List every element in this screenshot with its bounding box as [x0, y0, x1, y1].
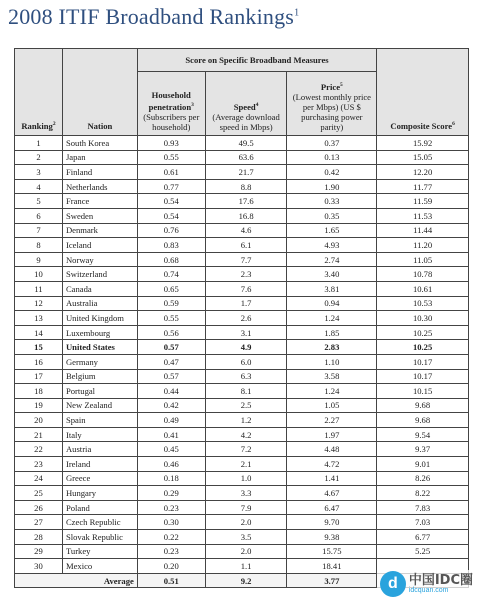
header-price: Price$^5$ (Lowest monthly price per Mbps) (US $ purchasing power parity) — [287, 72, 377, 136]
penetration-cell: 0.65 — [137, 281, 205, 296]
speed-cell: 2.5 — [205, 398, 287, 413]
rank-cell: 12 — [15, 296, 63, 311]
title-text: 2008 ITIF Broadband Rankings — [8, 4, 295, 29]
speed-cell: 3.5 — [205, 530, 287, 545]
rank-cell: 16 — [15, 354, 63, 369]
rank-cell: 4 — [15, 179, 63, 194]
nation-cell: Czech Republic — [62, 515, 137, 530]
composite-cell: 8.26 — [377, 471, 469, 486]
rank-cell: 1 — [15, 136, 63, 151]
rank-cell: 9 — [15, 252, 63, 267]
composite-cell: 9.54 — [377, 427, 469, 442]
speed-cell: 6.0 — [205, 354, 287, 369]
penetration-cell: 0.29 — [137, 486, 205, 501]
watermark-url: idcquan.com — [408, 587, 449, 594]
speed-cell: 2.6 — [205, 311, 287, 326]
header-composite-score: Composite Score$^6$ — [377, 49, 469, 136]
nation-cell: Netherlands — [62, 179, 137, 194]
composite-cell: 9.37 — [377, 442, 469, 457]
speed-cell: 7.2 — [205, 442, 287, 457]
table-row — [15, 442, 469, 457]
composite-cell: 11.53 — [377, 208, 469, 223]
table-row — [15, 194, 469, 209]
composite-cell: 12.20 — [377, 165, 469, 180]
penetration-cell: 0.23 — [137, 500, 205, 515]
rank-cell: 10 — [15, 267, 63, 282]
speed-cell: 2.3 — [205, 267, 287, 282]
price-cell: 18.41 — [287, 559, 377, 574]
price-cell: 1.97 — [287, 427, 377, 442]
penetration-cell: 0.22 — [137, 530, 205, 545]
composite-cell: 10.61 — [377, 281, 469, 296]
table-row — [15, 267, 469, 282]
nation-cell: Belgium — [62, 369, 137, 384]
nation-cell: Norway — [62, 252, 137, 267]
nation-cell: Austria — [62, 442, 137, 457]
rank-cell: 26 — [15, 500, 63, 515]
penetration-cell: 0.18 — [137, 471, 205, 486]
rank-cell: 29 — [15, 544, 63, 559]
rank-cell: 20 — [15, 413, 63, 428]
price-cell: 1.65 — [287, 223, 377, 238]
nation-cell: Ireland — [62, 457, 137, 472]
price-cell: 1.24 — [287, 311, 377, 326]
speed-cell: 1.1 — [205, 559, 287, 574]
table-row — [15, 413, 469, 428]
rank-cell: 27 — [15, 515, 63, 530]
speed-cell: 1.7 — [205, 296, 287, 311]
nation-cell: United States — [62, 340, 137, 355]
rank-cell: 28 — [15, 530, 63, 545]
nation-cell: Japan — [62, 150, 137, 165]
table-row — [15, 325, 469, 340]
penetration-cell: 0.46 — [137, 457, 205, 472]
penetration-cell: 0.41 — [137, 427, 205, 442]
price-cell: 1.10 — [287, 354, 377, 369]
rank-cell: 6 — [15, 208, 63, 223]
penetration-cell: 0.55 — [137, 311, 205, 326]
nation-cell: Australia — [62, 296, 137, 311]
rank-cell: 8 — [15, 238, 63, 253]
nation-cell: Italy — [62, 427, 137, 442]
average-penetration: 0.51 — [137, 573, 205, 588]
penetration-cell: 0.55 — [137, 150, 205, 165]
price-cell: 1.90 — [287, 179, 377, 194]
composite-cell: 10.25 — [377, 325, 469, 340]
speed-cell: 63.6 — [205, 150, 287, 165]
nation-cell: Germany — [62, 354, 137, 369]
rank-cell: 25 — [15, 486, 63, 501]
table-row — [15, 354, 469, 369]
price-cell: 3.58 — [287, 369, 377, 384]
composite-cell: 7.83 — [377, 500, 469, 515]
speed-cell: 8.1 — [205, 384, 287, 399]
price-cell: 0.35 — [287, 208, 377, 223]
penetration-cell: 0.61 — [137, 165, 205, 180]
rank-cell: 5 — [15, 194, 63, 209]
speed-cell: 1.0 — [205, 471, 287, 486]
composite-cell: 10.53 — [377, 296, 469, 311]
price-cell: 0.94 — [287, 296, 377, 311]
nation-cell: Canada — [62, 281, 137, 296]
title-footnote-marker: 1 — [294, 7, 300, 19]
composite-cell: 10.17 — [377, 354, 469, 369]
penetration-cell: 0.47 — [137, 354, 205, 369]
table-row — [15, 471, 469, 486]
table-row — [15, 238, 469, 253]
penetration-cell: 0.23 — [137, 544, 205, 559]
table-row — [15, 136, 469, 151]
table-row — [15, 179, 469, 194]
composite-cell: 11.59 — [377, 194, 469, 209]
nation-cell: Luxembourg — [62, 325, 137, 340]
table-row — [15, 223, 469, 238]
nation-cell: Turkey — [62, 544, 137, 559]
penetration-cell: 0.49 — [137, 413, 205, 428]
table-body — [15, 136, 469, 574]
nation-cell: United Kingdom — [62, 311, 137, 326]
speed-cell: 2.0 — [205, 515, 287, 530]
price-cell: 0.13 — [287, 150, 377, 165]
penetration-cell: 0.76 — [137, 223, 205, 238]
penetration-cell: 0.54 — [137, 208, 205, 223]
header-ranking: Ranking$^2$ — [15, 49, 63, 136]
table-row — [15, 398, 469, 413]
composite-cell: 10.25 — [377, 340, 469, 355]
price-cell: 1.05 — [287, 398, 377, 413]
rank-cell: 15 — [15, 340, 63, 355]
speed-cell: 2.0 — [205, 544, 287, 559]
nation-cell: Mexico — [62, 559, 137, 574]
rank-cell: 17 — [15, 369, 63, 384]
speed-cell: 4.9 — [205, 340, 287, 355]
rank-cell: 23 — [15, 457, 63, 472]
composite-cell: 10.15 — [377, 384, 469, 399]
penetration-cell: 0.30 — [137, 515, 205, 530]
composite-cell: 5.25 — [377, 544, 469, 559]
price-cell: 15.75 — [287, 544, 377, 559]
nation-cell: Finland — [62, 165, 137, 180]
header-speed: Speed$^4$ (Average download speed in Mbps) — [205, 72, 287, 136]
table-row — [15, 369, 469, 384]
price-cell: 9.70 — [287, 515, 377, 530]
table-row — [15, 281, 469, 296]
header-household-penetration: Household penetration$^3$ (Subscribers per household) — [137, 72, 205, 136]
price-cell: 4.93 — [287, 238, 377, 253]
watermark-logo-icon: d — [380, 571, 406, 597]
speed-cell: 1.2 — [205, 413, 287, 428]
rank-cell: 19 — [15, 398, 63, 413]
price-cell: 4.48 — [287, 442, 377, 457]
penetration-cell: 0.74 — [137, 267, 205, 282]
nation-cell: New Zealand — [62, 398, 137, 413]
table-row — [15, 252, 469, 267]
table-row — [15, 150, 469, 165]
price-cell: 1.41 — [287, 471, 377, 486]
penetration-cell: 0.68 — [137, 252, 205, 267]
price-cell: 2.83 — [287, 340, 377, 355]
speed-cell: 6.3 — [205, 369, 287, 384]
composite-cell: 10.78 — [377, 267, 469, 282]
price-cell: 4.67 — [287, 486, 377, 501]
rank-cell: 18 — [15, 384, 63, 399]
penetration-cell: 0.93 — [137, 136, 205, 151]
header-score-group: Score on Specific Broadband Measures — [137, 49, 376, 72]
penetration-cell: 0.44 — [137, 384, 205, 399]
nation-cell: South Korea — [62, 136, 137, 151]
watermark-title: 中国IDC圈 — [408, 573, 473, 588]
price-cell: 6.47 — [287, 500, 377, 515]
nation-cell: Spain — [62, 413, 137, 428]
composite-cell: 9.68 — [377, 398, 469, 413]
nation-cell: Denmark — [62, 223, 137, 238]
price-cell: 1.85 — [287, 325, 377, 340]
rank-cell: 11 — [15, 281, 63, 296]
rank-cell: 13 — [15, 311, 63, 326]
speed-cell: 17.6 — [205, 194, 287, 209]
average-label: Average — [15, 573, 138, 588]
penetration-cell: 0.56 — [137, 325, 205, 340]
speed-cell: 4.6 — [205, 223, 287, 238]
composite-cell: 10.30 — [377, 311, 469, 326]
composite-cell: 6.77 — [377, 530, 469, 545]
table-row — [15, 296, 469, 311]
table-row — [15, 208, 469, 223]
rank-cell: 7 — [15, 223, 63, 238]
table-row — [15, 500, 469, 515]
price-cell: 0.42 — [287, 165, 377, 180]
table-row — [15, 311, 469, 326]
rank-cell: 3 — [15, 165, 63, 180]
speed-cell: 3.1 — [205, 325, 287, 340]
speed-cell: 8.8 — [205, 179, 287, 194]
speed-cell: 7.7 — [205, 252, 287, 267]
price-cell: 3.40 — [287, 267, 377, 282]
price-cell: 0.37 — [287, 136, 377, 151]
rank-cell: 2 — [15, 150, 63, 165]
price-cell: 2.74 — [287, 252, 377, 267]
table-row — [15, 384, 469, 399]
nation-cell: Greece — [62, 471, 137, 486]
penetration-cell: 0.20 — [137, 559, 205, 574]
price-cell: 2.27 — [287, 413, 377, 428]
penetration-cell: 0.77 — [137, 179, 205, 194]
table-row — [15, 457, 469, 472]
nation-cell: Poland — [62, 500, 137, 515]
table-row — [15, 340, 469, 355]
rank-cell: 30 — [15, 559, 63, 574]
table-row — [15, 515, 469, 530]
price-cell: 0.33 — [287, 194, 377, 209]
composite-cell: 9.01 — [377, 457, 469, 472]
price-cell: 3.81 — [287, 281, 377, 296]
penetration-cell: 0.59 — [137, 296, 205, 311]
penetration-cell: 0.45 — [137, 442, 205, 457]
speed-cell: 3.3 — [205, 486, 287, 501]
nation-cell: Slovak Republic — [62, 530, 137, 545]
rank-cell: 22 — [15, 442, 63, 457]
nation-cell: Switzerland — [62, 267, 137, 282]
nation-cell: Sweden — [62, 208, 137, 223]
speed-cell: 4.2 — [205, 427, 287, 442]
table-row — [15, 165, 469, 180]
table-row — [15, 544, 469, 559]
nation-cell: France — [62, 194, 137, 209]
composite-cell: 9.68 — [377, 413, 469, 428]
rankings-table — [14, 48, 469, 588]
table-row — [15, 486, 469, 501]
table-row — [15, 530, 469, 545]
speed-cell: 2.1 — [205, 457, 287, 472]
speed-cell: 16.8 — [205, 208, 287, 223]
price-cell: 9.38 — [287, 530, 377, 545]
price-cell: 4.72 — [287, 457, 377, 472]
speed-cell: 49.5 — [205, 136, 287, 151]
composite-cell: 7.03 — [377, 515, 469, 530]
rank-cell: 24 — [15, 471, 63, 486]
nation-cell: Portugal — [62, 384, 137, 399]
composite-cell: 10.17 — [377, 369, 469, 384]
penetration-cell: 0.83 — [137, 238, 205, 253]
average-price: 3.77 — [287, 573, 377, 588]
penetration-cell: 0.57 — [137, 340, 205, 355]
composite-cell: 11.20 — [377, 238, 469, 253]
composite-cell: 11.77 — [377, 179, 469, 194]
speed-cell: 21.7 — [205, 165, 287, 180]
penetration-cell: 0.42 — [137, 398, 205, 413]
average-speed: 9.2 — [205, 573, 287, 588]
header-nation: Nation — [62, 49, 137, 136]
speed-cell: 7.6 — [205, 281, 287, 296]
composite-cell: 11.05 — [377, 252, 469, 267]
composite-cell: 8.22 — [377, 486, 469, 501]
table-row — [15, 427, 469, 442]
penetration-cell: 0.57 — [137, 369, 205, 384]
nation-cell: Hungary — [62, 486, 137, 501]
page-title — [8, 4, 299, 30]
rank-cell: 21 — [15, 427, 63, 442]
composite-cell: 15.05 — [377, 150, 469, 165]
composite-cell: 15.92 — [377, 136, 469, 151]
penetration-cell: 0.54 — [137, 194, 205, 209]
watermark — [377, 570, 476, 598]
composite-cell: 11.44 — [377, 223, 469, 238]
speed-cell: 7.9 — [205, 500, 287, 515]
rank-cell: 14 — [15, 325, 63, 340]
speed-cell: 6.1 — [205, 238, 287, 253]
nation-cell: Iceland — [62, 238, 137, 253]
price-cell: 1.24 — [287, 384, 377, 399]
